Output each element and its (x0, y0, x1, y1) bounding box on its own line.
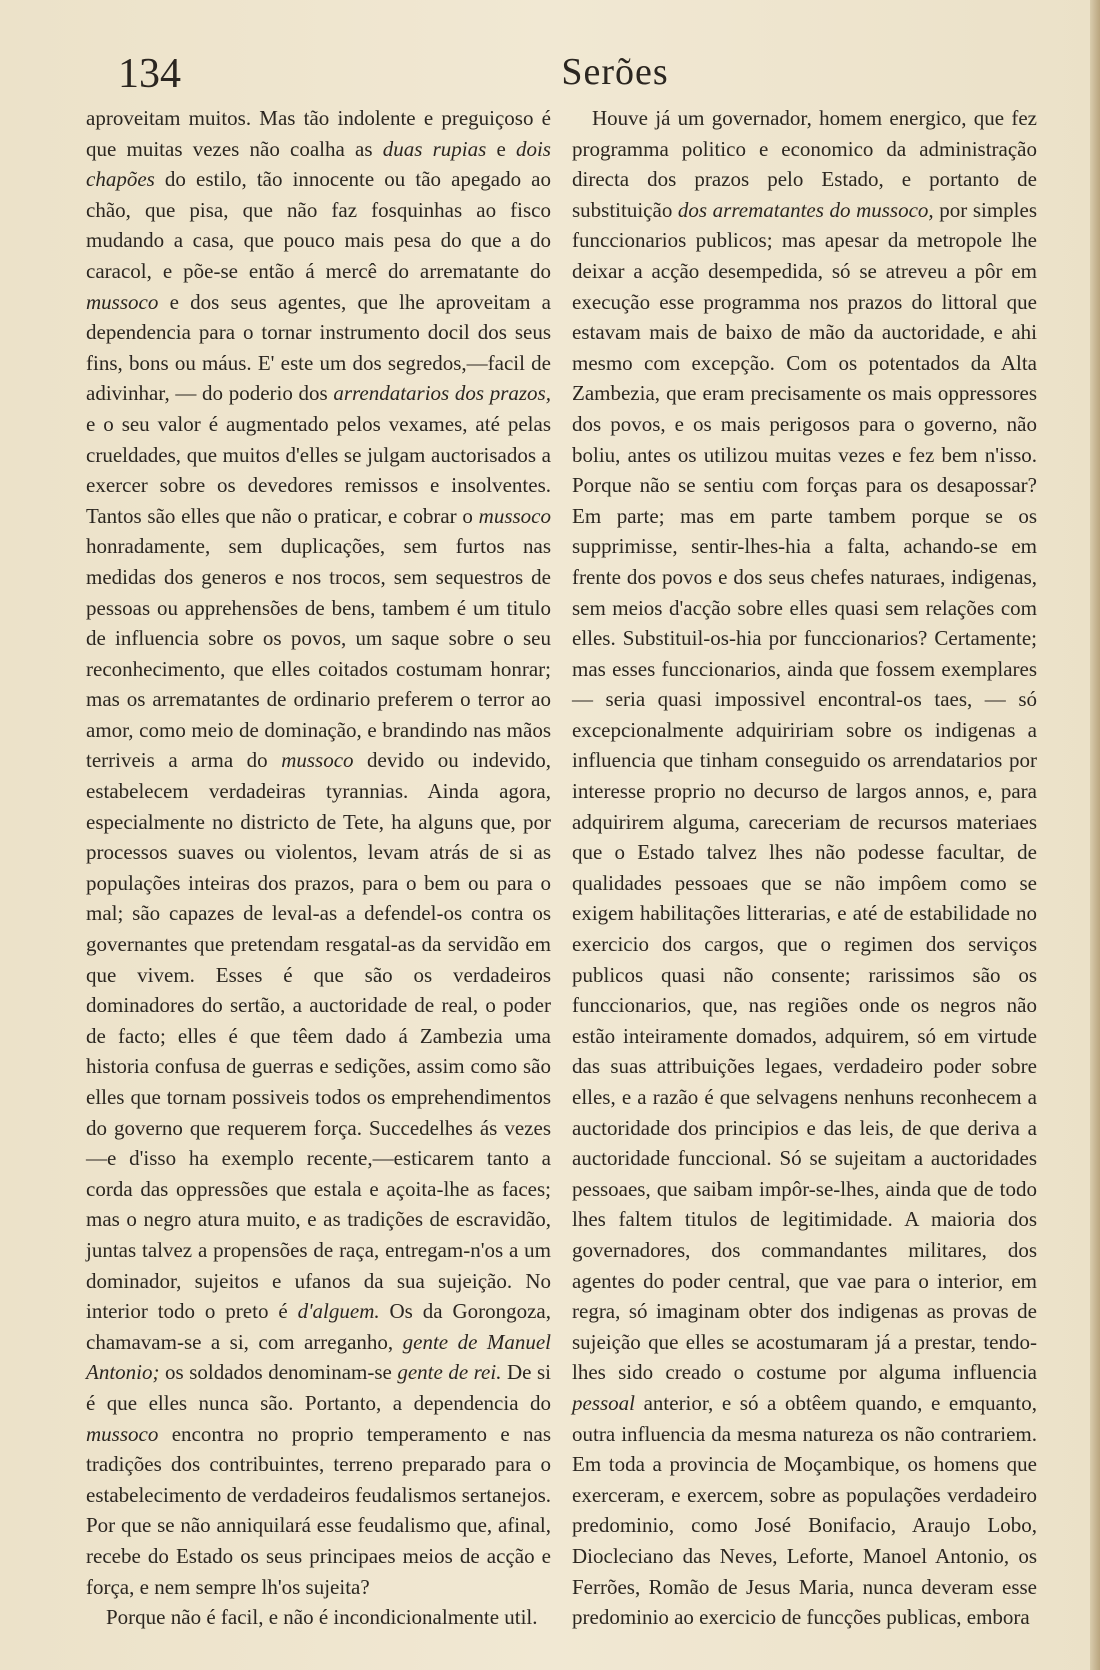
italic-term: mussoco (86, 1421, 159, 1446)
italic-term: mussoco (478, 503, 551, 528)
italic-term: d'alguem. (297, 1299, 380, 1324)
left-column (86, 103, 551, 1633)
italic-term: gente de Manuel Antonio; (86, 1329, 551, 1385)
running-title: Serões (561, 51, 669, 93)
italic-term: duas rupias (382, 136, 487, 161)
italic-term: mussoco (86, 289, 159, 314)
italic-term: pessoal (572, 1390, 635, 1415)
italic-term: gente de rei. (397, 1360, 502, 1385)
page-header (80, 50, 1060, 100)
left-column-paragraph: Porque não é facil, e não é incondicionalmente util. (106, 1605, 538, 1630)
right-column-paragraph: Houve já um governador, homem energico, que fez programma politico e economico da administração directa dos prazos pelo Estado, e portanto de substituição dos arrematantes do mussoco, por simples funccionarios publicos; mas apesar da metropole lhe deixar a acção desempedida, só se atreveu a pôr em execução esse programma nos prazos do littoral que estavam mais de baixo de mão da auctoridade, e ahi mesmo com excepção. Com os potentados da Alta Zambezia, que eram precisamente os mais oppressores dos povos, e os mais perigosos para o governo, não boliu, antes os utilizou muitas vezes e fez bem n'isso. Porque não se sentiu com forças para os desapossar? Em parte; mas em parte tambem porque se os supprimisse, sentir-lhes-hia a falta, achando-se em frente dos povos e dos seus chefes naturaes, indigenas, sem meios d'acção sobre elles quasi sem relações com elles. Substituil-os-hia por funccionarios? Certamente; mas esses funccionarios, ainda que fossem exemplares — seria quasi impossivel encontral-os taes, — só excepcionalmente adquiririam sobre os indigenas a influencia que tinham conseguido os arrendatarios por interesse proprio no decurso de largos annos, e, para adquirirem alguma, careceriam de recursos materiaes que o Estado talvez lhes não podesse facultar, de qualidades pessoaes que se não impôem como se exigem habilitações litterarias, e até de estabilidade no exercicio dos cargos, que o regimen dos serviços publicos quasi não consente; rarissimos são os funccionarios, que, nas regiões onde os negros não estão inteiramente domados, adquirem, só em virtude das suas attribuições legaes, verdadeiro poder sobre elles, e a razão é que selvagens nenhuns reconhecem a auctoridade dos principios e das leis, de que deriva a auctoridade funccional. Só se sujeitam a auctoridades pessoaes, que saibam impôr-se-lhes, ainda que de todo lhes faltem titulos de legitimidade. A maioria dos governadores, dos commandantes militares, dos agentes do poder central, que vae para o interior, em regra, só imaginam obter dos indigenas as provas de sujeição que elles se acostumaram já a prestar, tendo-lhes sido creado o costume por alguma influencia pessoal anterior, e só a obtêem quando, e emquanto, outra influencia da mesma natureza os não contrariem. Em toda a provincia de Moçambique, os homens que exerceram, e exercem, sobre as populações verdadeiro predominio, como José Bonifacio, Araujo Lobo, Diocleciano das Neves, Leforte, Manoel Antonio, os Ferrões, Romão de Jesus Maria, nunca deveram esse predominio ao exercicio de funcções publicas, embora (572, 106, 1037, 1630)
italic-term: mussoco (281, 748, 354, 773)
page-number: 134 (118, 51, 181, 97)
italic-term: dois chapões (86, 136, 551, 192)
left-column-paragraph: aproveitam muitos. Mas tão indolente e preguiçoso é que muitas vezes não coalha as duas rupias e dois chapões do estilo, tão innocente ou tão apegado ao chão, que pisa, que não faz fosquinhas ao fisco mudando a casa, que pouco mais pesa do que a do caracol, e põe-se então á mercê do arrematante do mussoco e dos seus agentes, que lhe aproveitam a dependencia para o tornar instrumento docil dos seus fins, bons ou máus. E' este um dos segredos,—facil de adivinhar, — do poderio dos arrendatarios dos prazos, e o seu valor é augmentado pelos vexames, até pelas crueldades, que muitos d'elles se julgam auctorisados a exercer sobre os devedores remissos e insolventes. Tantos são elles que não o praticar, e cobrar o mussoco honradamente, sem duplicações, sem furtos nas medidas dos generos e nos trocos, sem sequestros de pessoas ou apprehensões de bens, tambem é um titulo de influencia sobre os povos, um saque sobre o seu reconhecimento, que elles coitados costumam honrar; mas os arrematantes de ordinario preferem o terror ao amor, como meio de dominação, e brandindo nas mãos terriveis a arma do mussoco devido ou indevido, estabelecem verdadeiras tyrannias. Ainda agora, especialmente no districto de Tete, ha alguns que, por processos suaves ou violentos, levam atrás de si as populações inteiras dos prazos, para o bem ou para o mal; são capazes de leval-as a defendel-os contra os governantes que pretendam resgatal-as da servidão em que vivem. Esses é que são os verdadeiros dominadores do sertão, a auctoridade de real, o poder de facto; elles é que têem dado á Zambezia uma historia confusa de guerras e sedições, assim como são elles que tornam possiveis todos os emprehendimentos do governo que requerem força. Succedelhes ás vezes—e d'isso ha exemplo recente,—esticarem tanto a corda das oppressões que estala e açoita-lhe as faces; mas o negro atura muito, e as tradições de escravidão, juntas talvez a propensões de raça, entregam-n'os a um dominador, sujeitos e ufanos da sua sujeição. No interior todo o preto é d'alguem. Os da Gorongoza, chamavam-se a si, com arreganho, gente de Manuel Antonio; os soldados denominam-se gente de rei. De si é que elles nunca são. Portanto, a dependencia do mussoco encontra no proprio temperamento e nas tradições dos contribuintes, terreno preparado para o estabelecimento de verdadeiros feudalismos sertanejos. Por que se não anniquilará esse feudalismo que, afinal, recebe do Estado os seus principaes meios de acção e força, e nem sempre lh'os sujeita? (86, 106, 551, 1599)
italic-term: dos arrematantes do mussoco, (677, 197, 934, 222)
italic-term: arrendatarios dos prazos, (333, 381, 551, 406)
right-column (572, 103, 1037, 1633)
page-edge (1090, 0, 1100, 1670)
